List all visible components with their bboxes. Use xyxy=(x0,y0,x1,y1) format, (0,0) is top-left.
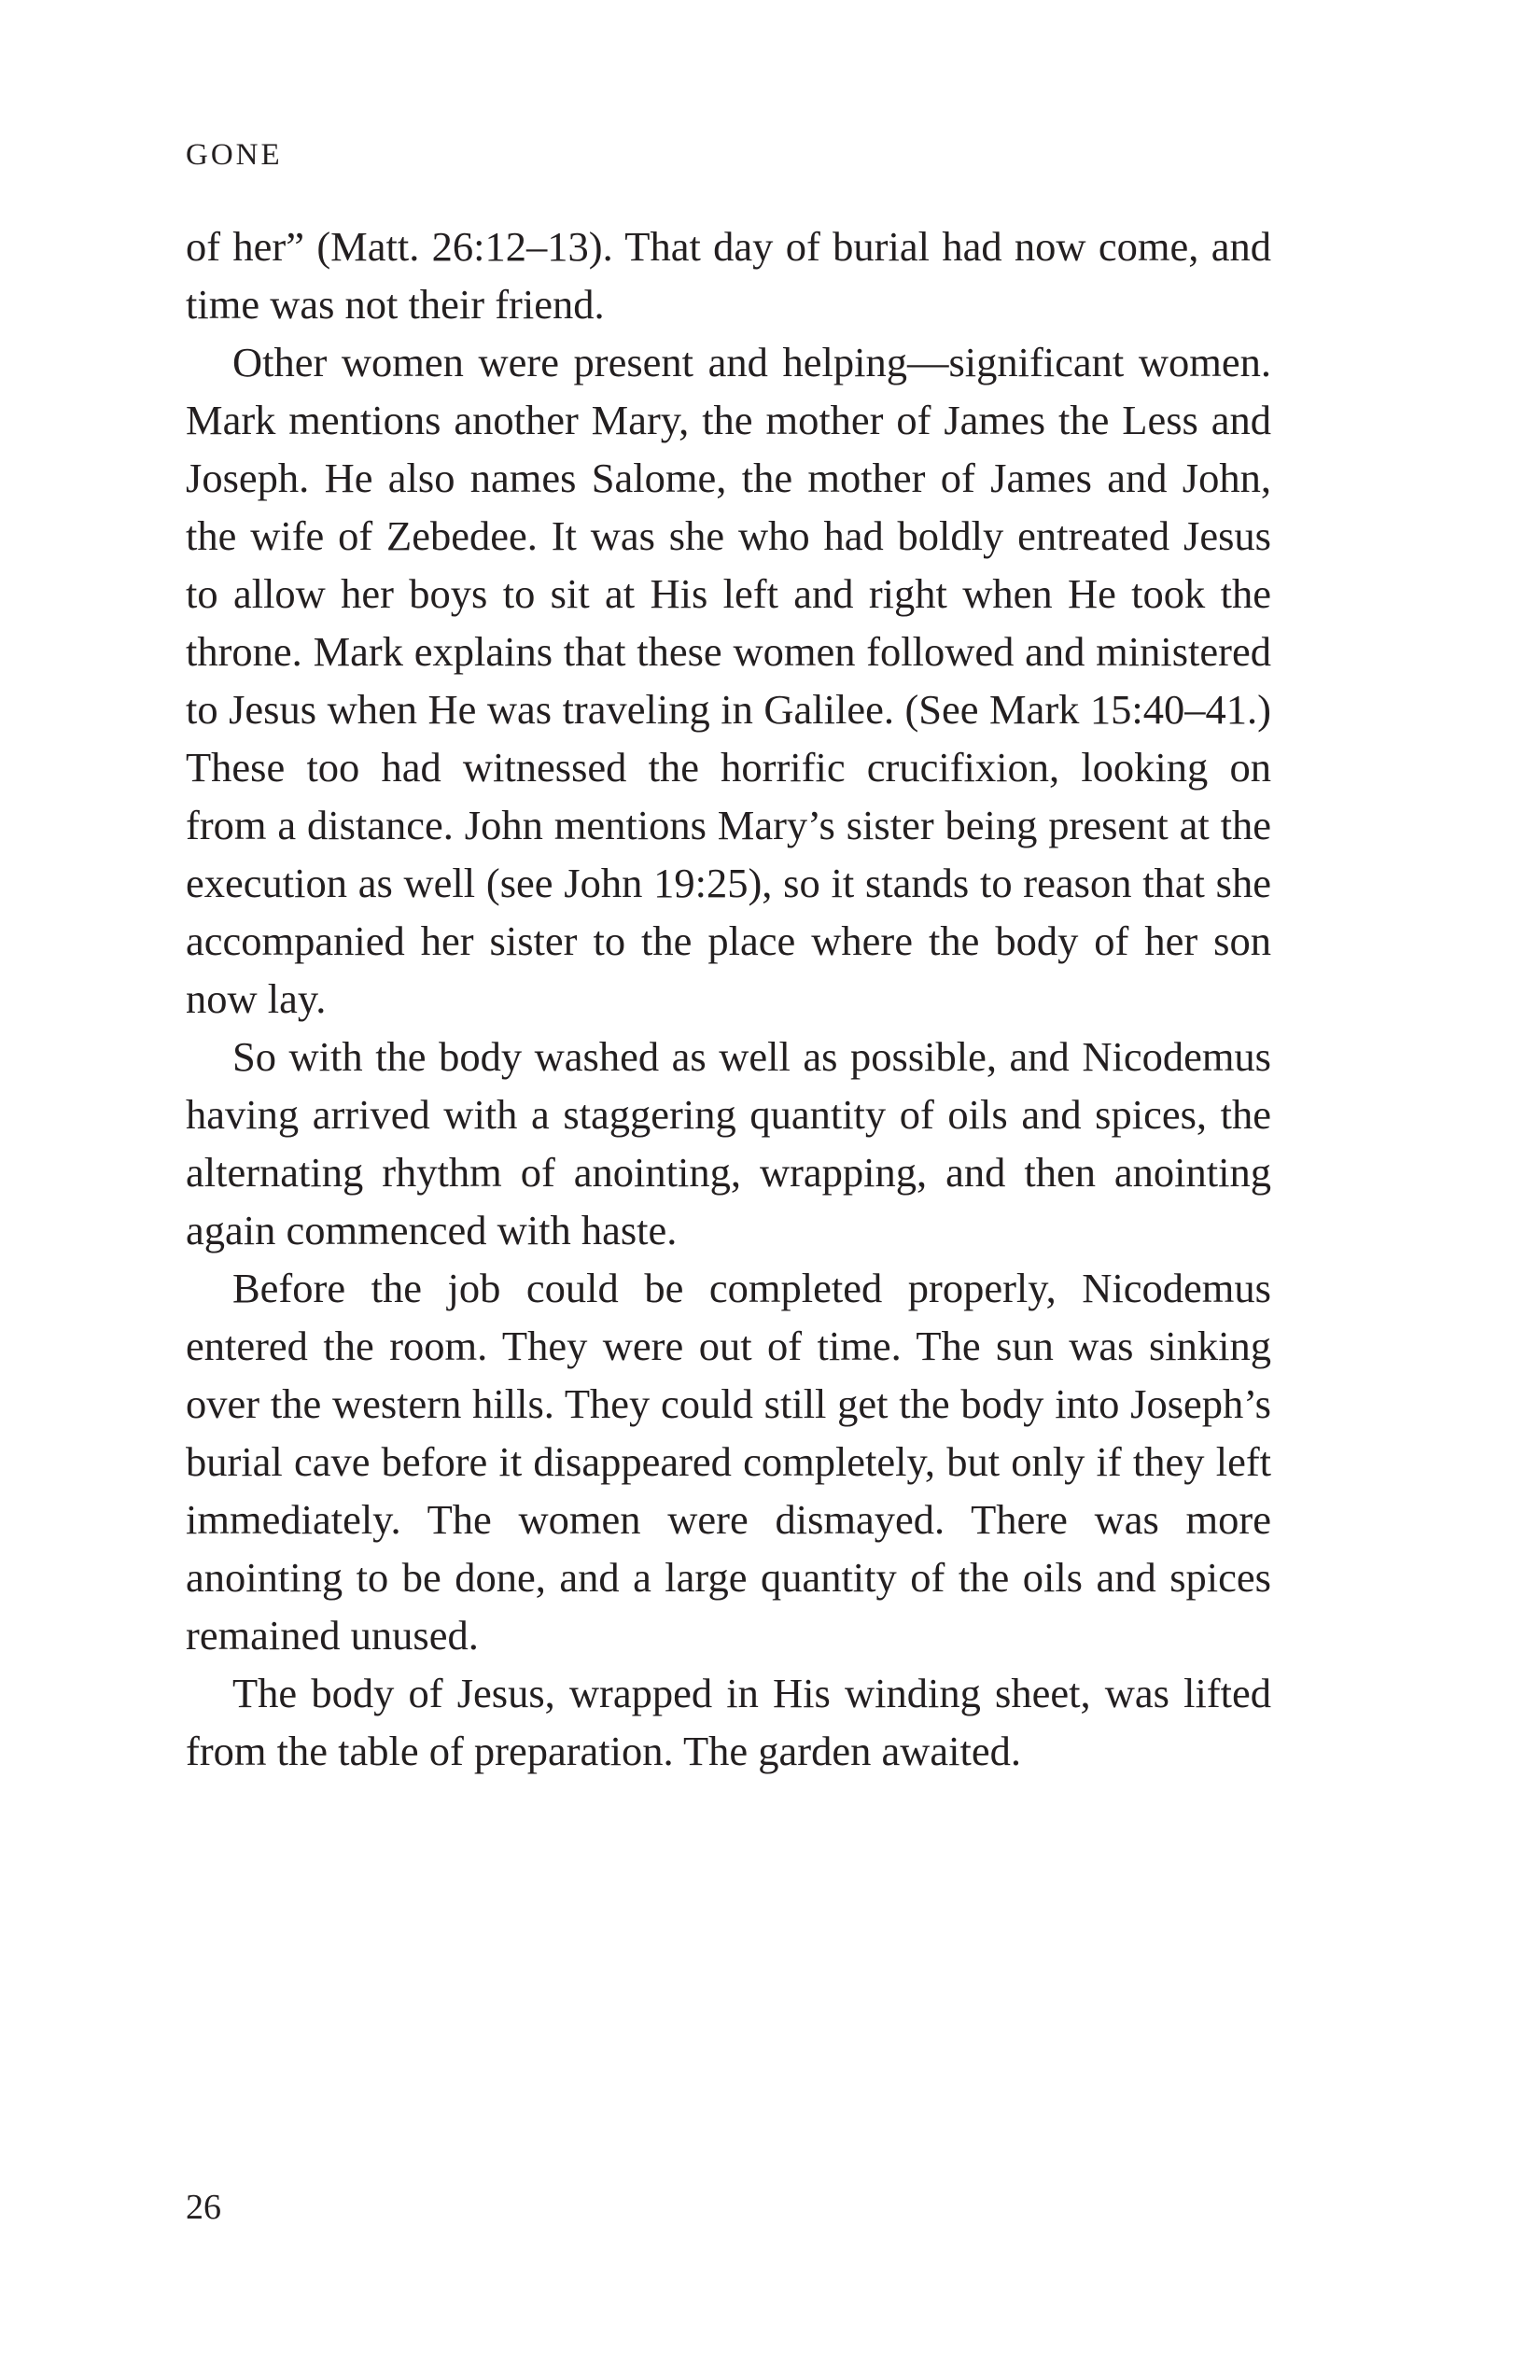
paragraph: The body of Jesus, wrapped in His winding sheet, was lifted from the table of preparation. The garden awaited. xyxy=(186,1670,1271,1774)
paragraph: Other women were present and helping—significant women. Mark mentions another Mary, the mother of James the Less and Joseph. He also names Salome, the mother of James and John, the wife of Zebedee. It was she who had boldly entreated Jesus to allow her boys to sit at His left and right when He took the throne. Mark explains that these women followed and ministered to Jesus when He was traveling in Galilee. (See Mark 15:40–41.) These too had witnessed the horrific crucifixion, looking on from a distance. John mentions Mary’s sister being present at the execution as well (see John 19:25), so it stands to reason that she accompanied her sister to the place where the body of her son now lay. xyxy=(186,339,1271,1022)
running-head: GONE xyxy=(186,138,283,172)
paragraph: So with the body washed as well as possible, and Nicodemus having arrived with a staggering quantity of oils and spices, the alternating rhythm of anointing, wrapping, and then anointing again commenced with haste. xyxy=(186,1033,1271,1253)
page-number: 26 xyxy=(186,2188,221,2227)
paragraph: Before the job could be completed properly, Nicodemus entered the room. They were out of time. The sun was sinking over the western hills. They could still get the body into Joseph’s burial cave before it disappeared completely, but only if they left immediately. The women were dismayed. There was more anointing to be done, and a large quantity of the oils and spices remained unused. xyxy=(186,1265,1271,1659)
body-text xyxy=(186,217,1271,1780)
paragraph: of her” (Matt. 26:12–13). That day of burial had now come, and time was not their friend. xyxy=(186,223,1271,328)
